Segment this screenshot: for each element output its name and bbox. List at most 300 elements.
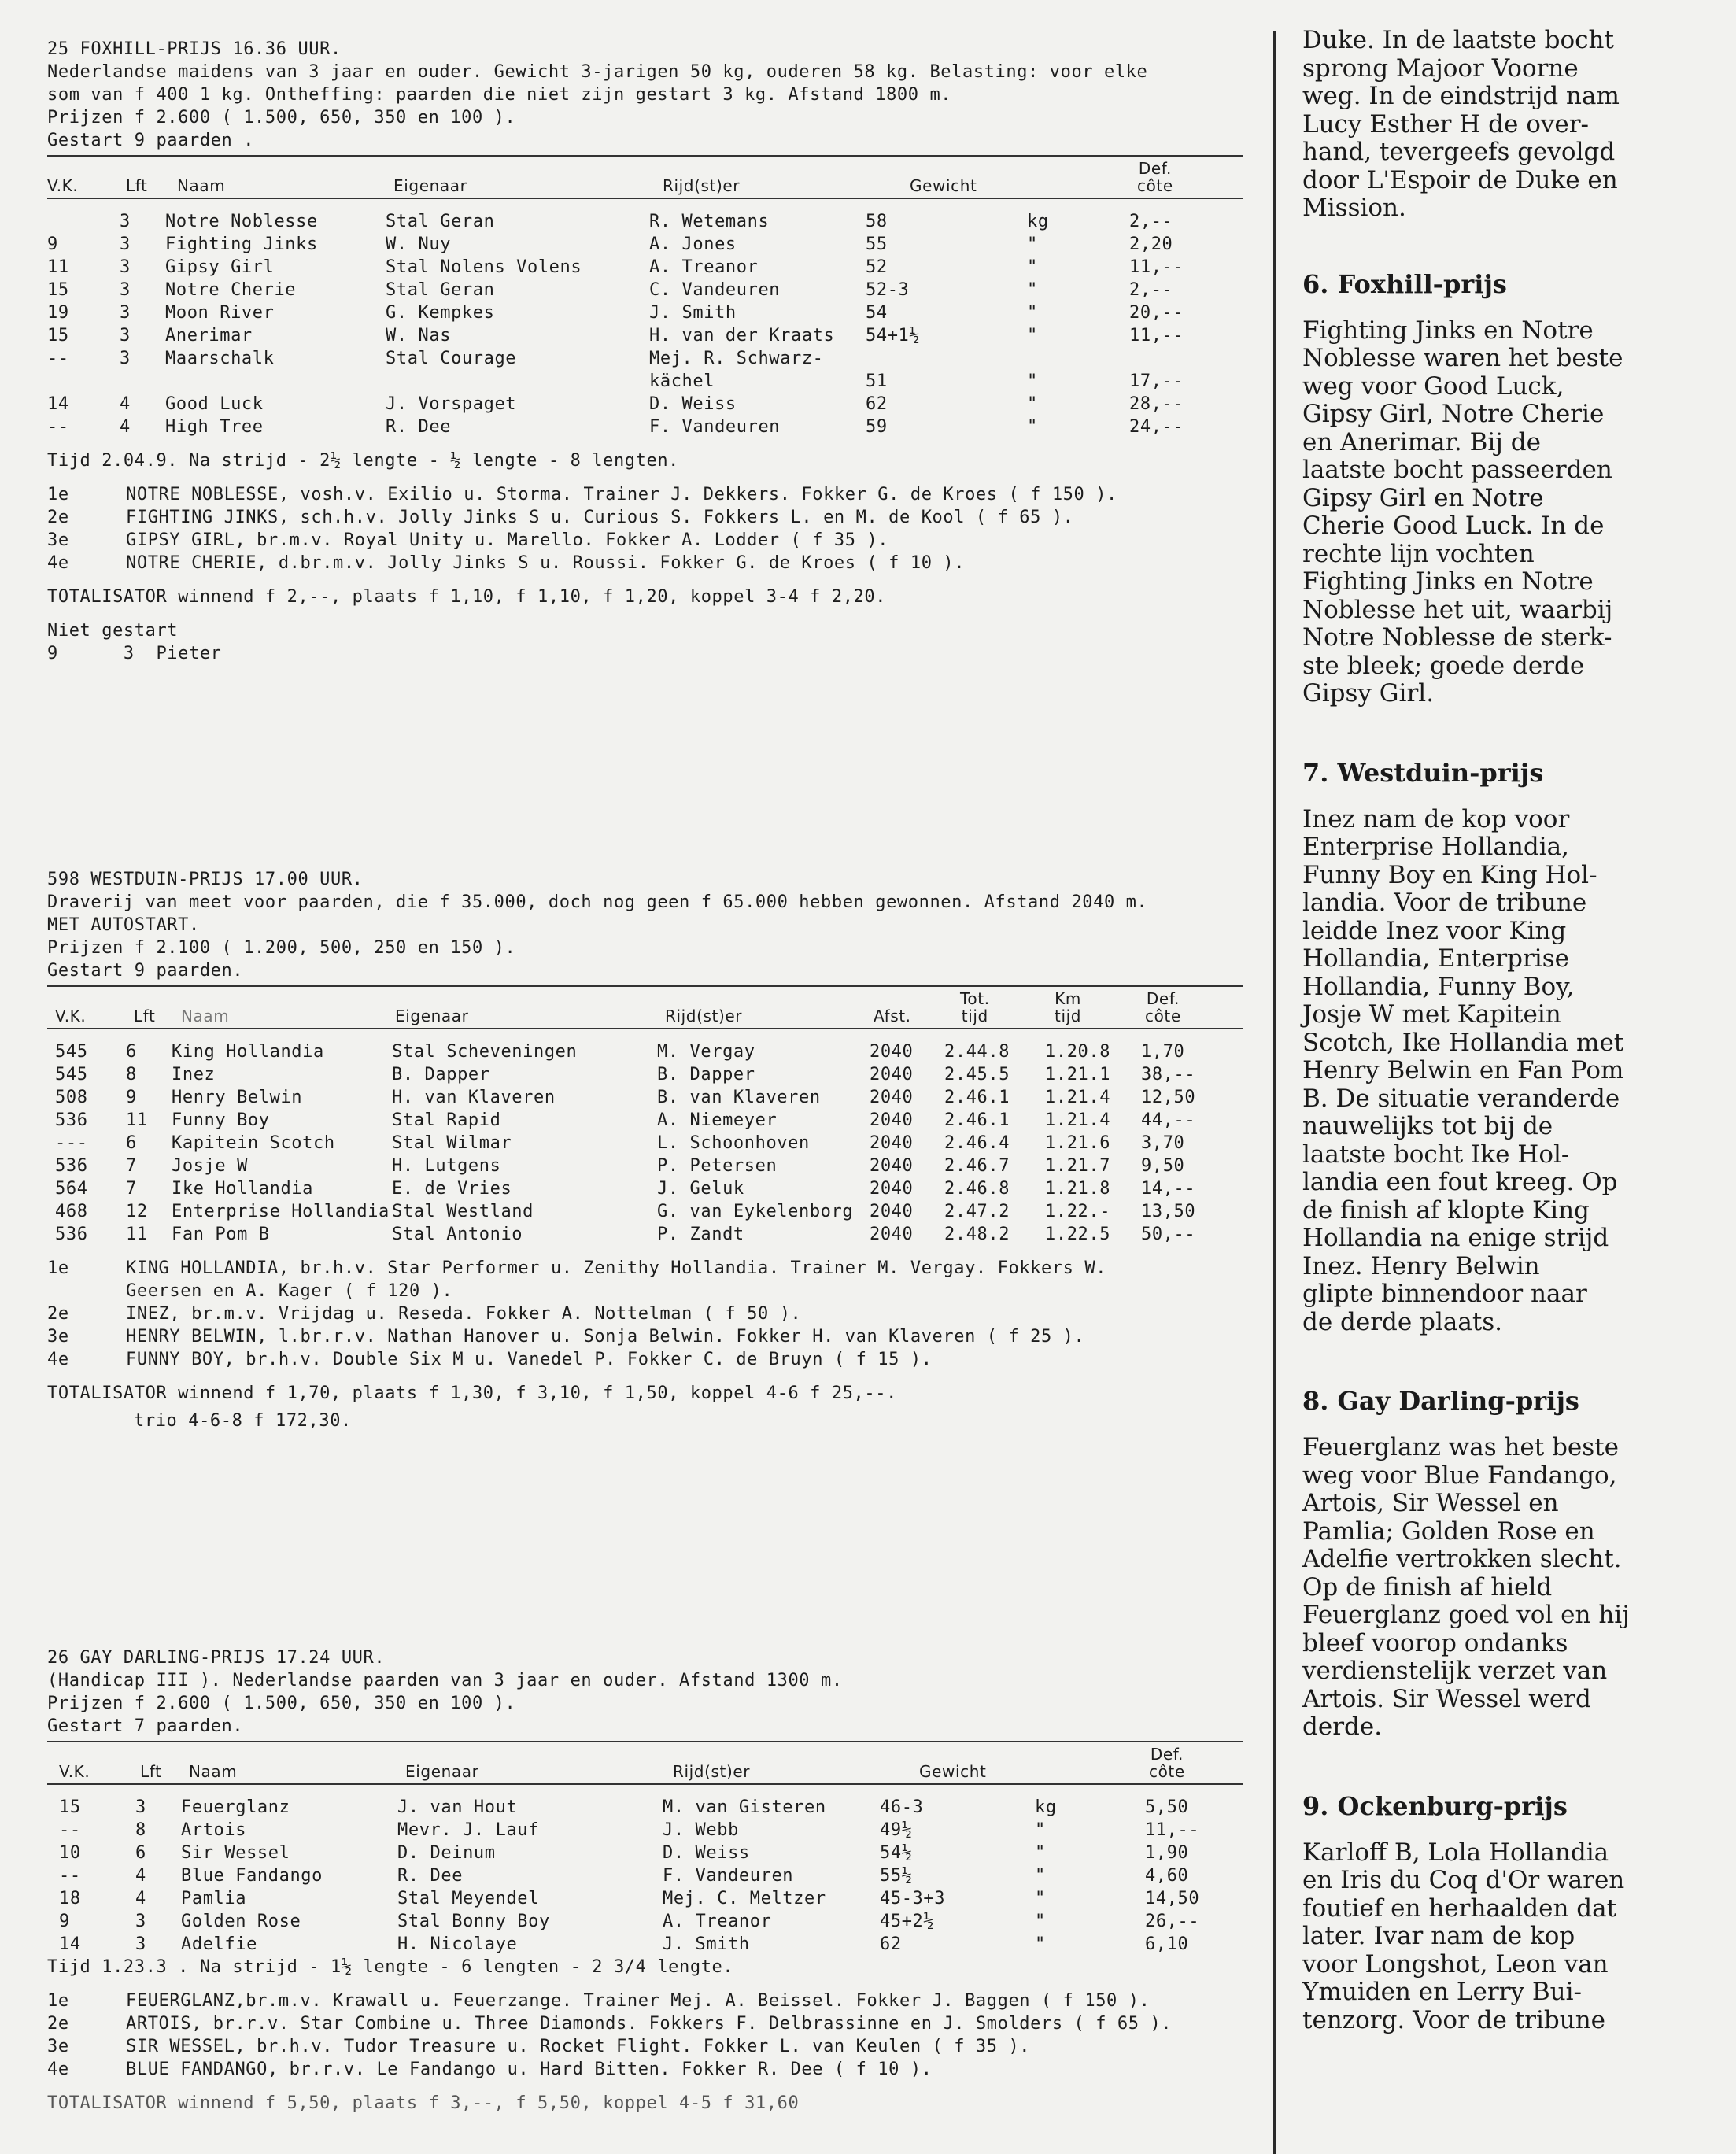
result-row [47, 2012, 1243, 2035]
cell-naam: Enterprise Hollandia [172, 1202, 390, 1221]
cell-naam: Golden Rose [181, 1912, 301, 1931]
cell-unit: kg [1035, 1797, 1057, 1817]
commentary-line: glipte binnendoor naar [1302, 1280, 1587, 1308]
commentary-line: landia een fout kreeg. Op [1302, 1168, 1618, 1196]
cell-lft: 8 [135, 1820, 146, 1840]
cell-eigenaar: J. Vorspaget [386, 394, 517, 414]
cell-afst: 2040 [870, 1042, 914, 1062]
table-row [47, 1109, 1243, 1132]
commentary-line: Hollandia, Funny Boy, [1302, 972, 1575, 1001]
result-place: 1e [47, 1258, 69, 1278]
cell-rijder: J. Geluk [657, 1179, 744, 1199]
table-row [47, 324, 1243, 347]
cell-afst: 2040 [870, 1156, 914, 1176]
commentary-line: Cherie Good Luck. In de [1302, 512, 1605, 540]
result-place: 4e [47, 553, 69, 573]
result-place: 2e [47, 1304, 69, 1324]
commentary-line: rechte lijn vochten [1302, 539, 1535, 568]
result-text: FUNNY BOY, br.h.v. Double Six M u. Vanedel P. Fokker C. de Bruyn ( f 15 ). [126, 1350, 933, 1369]
commentary-line: verdienstelijk verzet van [1302, 1657, 1608, 1685]
cell-km-tijd: 1.21.1 [1045, 1065, 1111, 1084]
header-line: som van f 400 1 kg. Ontheffing: paarden die niet zijn gestart 3 kg. Afstand 1800 m. [47, 85, 952, 105]
cell-vk: 9 [59, 1912, 70, 1931]
cell-naam: Sir Wessel [181, 1843, 290, 1863]
cell-gewicht: 49½ [880, 1820, 913, 1840]
table-row [47, 347, 1243, 370]
col-vk: V.K. [59, 1762, 90, 1781]
commentary-line: de finish af klopte King [1302, 1195, 1590, 1225]
col-cote: Def. côte [1137, 159, 1173, 195]
commentary-line: tenzorg. Voor de tribune [1302, 2005, 1606, 2034]
cell-rijder: Mej. C. Meltzer [663, 1889, 826, 1908]
commentary-line: Ymuiden en Lerry Bui- [1302, 1978, 1582, 2006]
header-line: 598 WESTDUIN-PRIJS 17.00 UUR. [47, 870, 364, 889]
cell-cote: 12,50 [1141, 1088, 1196, 1107]
cell-cote: 14,-- [1141, 1179, 1196, 1199]
cell-naam: Gipsy Girl [165, 257, 275, 277]
commentary-line: Josje W met Kapitein [1302, 1000, 1561, 1029]
result-row [47, 1257, 1243, 1280]
cell-rijder: F. Vandeuren [649, 417, 781, 437]
commentary-line: bleef voorop ondanks [1302, 1628, 1568, 1657]
cell-cote: 9,50 [1141, 1156, 1185, 1176]
cell-unit: " [1035, 1889, 1046, 1908]
cell-tot-tijd: 2.47.2 [944, 1202, 1010, 1221]
col-lft: Lft [140, 1762, 162, 1781]
cell-cote: 28,-- [1129, 394, 1184, 414]
result-row [47, 2035, 1243, 2058]
cell-lft: 6 [126, 1042, 137, 1062]
result-place: 2e [47, 2014, 69, 2034]
commentary-line: voor Longshot, Leon van [1302, 1949, 1609, 1979]
cell-cote: 11,-- [1129, 326, 1184, 345]
result-text: ARTOIS, br.r.v. Star Combine u. Three Diamonds. Fokkers F. Delbrassinne en J. Smolders ( f 65 ). [126, 2014, 1173, 2034]
cell-naam: Adelfie [181, 1934, 257, 1954]
cell-lft: 6 [126, 1133, 137, 1153]
cell-cote: 24,-- [1129, 417, 1184, 437]
cell-rijder: R. Wetemans [649, 212, 770, 231]
table-row [47, 233, 1243, 256]
race-time: Tijd 1.23.3 . Na strijd - 1½ lengte - 6 lengten - 2 3/4 lengte. [47, 1957, 734, 1977]
header-line: Prijzen f 2.600 ( 1.500, 650, 350 en 100 ). [47, 108, 516, 127]
result-text: HENRY BELWIN, l.br.r.v. Nathan Hanover u. Sonja Belwin. Fokker H. van Klaveren ( f 25 ). [126, 1327, 1085, 1347]
col-km-tijd: Km tijd [1055, 989, 1082, 1025]
header-line: MET AUTOSTART. [47, 915, 200, 935]
commentary-line: Gipsy Girl. [1302, 679, 1435, 708]
result-row [47, 1325, 1243, 1348]
heading-gap [1302, 1417, 1712, 1434]
cell-afst: 2040 [870, 1110, 914, 1130]
race-table [47, 1796, 1243, 1956]
table-row [47, 301, 1243, 324]
cell-unit: " [1035, 1843, 1046, 1863]
cell-eigenaar: D. Deinum [397, 1843, 496, 1863]
cell-lft: 4 [135, 1889, 146, 1908]
cell-naam: Kapitein Scotch [172, 1133, 335, 1153]
cell-cote: 2,-- [1129, 280, 1173, 300]
cell-cote: 11,-- [1145, 1820, 1200, 1840]
cell-rijder: B. van Klaveren [657, 1088, 821, 1107]
result-row [47, 552, 1243, 575]
commentary-line: Mission. [1302, 194, 1406, 222]
cell-vk: --- [55, 1133, 88, 1153]
cell-lft: 12 [126, 1202, 148, 1221]
col-naam: Naam [177, 176, 226, 195]
commentary-line: Artois. Sir Wessel werd [1302, 1684, 1591, 1713]
cell-rijder: P. Petersen [657, 1156, 778, 1176]
heading-gap [1302, 300, 1712, 317]
cell-eigenaar: Stal Nolens Volens [386, 257, 582, 277]
result-row [47, 529, 1243, 552]
commentary-line: Hollandia, Enterprise [1302, 944, 1569, 973]
commentary-line: Op de finish af hield [1302, 1572, 1553, 1602]
cell-cote: 2,-- [1129, 212, 1173, 231]
commentary-line: laatste bocht Ike Hol- [1302, 1140, 1570, 1169]
cell-naam: Maarschalk [165, 349, 275, 368]
cell-vk: 536 [55, 1110, 88, 1130]
cell-gewicht: 52 [866, 257, 888, 277]
cell-lft: 11 [126, 1110, 148, 1130]
cell-naam: Notre Noblesse [165, 212, 318, 231]
cell-eigenaar: H. Nicolaye [397, 1934, 518, 1954]
table-row [47, 1933, 1243, 1956]
cell-vk: 15 [47, 326, 69, 345]
table-row [47, 1177, 1243, 1200]
commentary-line: B. De situatie veranderde [1302, 1084, 1620, 1113]
cell-vk: -- [59, 1820, 81, 1840]
table-row [47, 393, 1243, 416]
commentary-line: weg voor Good Luck, [1302, 371, 1564, 401]
cell-cote: 17,-- [1129, 371, 1184, 391]
col-lft: Lft [134, 1007, 156, 1025]
cell-eigenaar: W. Nas [386, 326, 452, 345]
commentary-line: door L'Espoir de Duke en [1302, 165, 1618, 194]
result-text: KING HOLLANDIA, br.h.v. Star Performer u. Zenithy Hollandia. Trainer M. Vergay. Fokkers W. [126, 1258, 1107, 1278]
cell-eigenaar: Stal Westland [392, 1202, 534, 1221]
cell-cote: 6,10 [1145, 1934, 1189, 1954]
result-text: INEZ, br.m.v. Vrijdag u. Reseda. Fokker A. Nottelman ( f 50 ). [126, 1304, 802, 1324]
cell-gewicht: 54½ [880, 1843, 913, 1863]
header-line: Gestart 9 paarden . [47, 131, 255, 150]
commentary-line: Funny Boy en King Hol- [1302, 860, 1597, 889]
result-text: FIGHTING JINKS, sch.h.v. Jolly Jinks S u. Curious S. Fokkers L. en M. de Kool ( f 65 ). [126, 508, 1074, 527]
cell-gewicht: 55 [866, 235, 888, 254]
cell-rijder: M. van Gisteren [663, 1797, 826, 1817]
race-gay-darling [47, 1646, 1243, 2115]
commentary-intro [1302, 27, 1712, 223]
heading-gap [1302, 1822, 1712, 1839]
cell-cote: 14,50 [1145, 1889, 1200, 1908]
cell-unit: " [1027, 280, 1038, 300]
cell-cote: 5,50 [1145, 1797, 1189, 1817]
cell-afst: 2040 [870, 1065, 914, 1084]
cell-vk: 19 [47, 303, 69, 323]
cell-tot-tijd: 2.44.8 [944, 1042, 1010, 1062]
col-lft: Lft [126, 176, 148, 195]
cell-vk: 468 [55, 1202, 88, 1221]
commentary-heading: 7. Westduin-prijs [1302, 757, 1544, 788]
cell-lft: 7 [126, 1179, 137, 1199]
cell-rijder: G. van Eykelenborg [657, 1202, 854, 1221]
commentary-line: Lucy Esther H de over- [1302, 109, 1590, 139]
cell-cote: 1,70 [1141, 1042, 1185, 1062]
cell-rijder: P. Zandt [657, 1225, 744, 1244]
column-divider [1273, 31, 1276, 2154]
commentary-paragraph [1302, 1434, 1712, 1742]
niet-gestart: 9 3 Pieter [47, 644, 222, 663]
cell-eigenaar: Stal Geran [386, 280, 495, 300]
cell-afst: 2040 [870, 1202, 914, 1221]
result-text: SIR WESSEL, br.h.v. Tudor Treasure u. Rocket Flight. Fokker L. van Keulen ( f 35 ). [126, 2037, 1031, 2056]
commentary-line: Hollandia na enige strijd [1302, 1224, 1609, 1252]
race-table [47, 210, 1243, 438]
cell-vk: 10 [59, 1843, 81, 1863]
cell-cote: 3,70 [1141, 1133, 1185, 1153]
cell-gewicht: 51 [866, 371, 888, 391]
commentary-line: Notre Noblesse de sterk- [1302, 623, 1612, 652]
cell-unit: " [1027, 235, 1038, 254]
commentary-line: leidde Inez voor King [1302, 916, 1567, 945]
cell-km-tijd: 1.21.8 [1045, 1179, 1111, 1199]
result-place: 1e [47, 1991, 69, 2011]
cell-gewicht: 59 [866, 417, 888, 437]
cell-unit: kg [1027, 212, 1049, 231]
totalisator: TOTALISATOR winnend f 2,--, plaats f 1,10, f 1,10, f 1,20, koppel 3-4 f 2,20. [47, 587, 887, 607]
cell-eigenaar: H. van Klaveren [392, 1088, 556, 1107]
cell-vk: 508 [55, 1088, 88, 1107]
cell-eigenaar: Stal Meyendel [397, 1889, 539, 1908]
commentary-column [1302, 27, 1712, 2034]
cell-naam: Anerimar [165, 326, 253, 345]
result-text: NOTRE NOBLESSE, vosh.v. Exilio u. Storma. Trainer J. Dekkers. Fokker G. de Kroes ( f 150 ). [126, 485, 1117, 504]
header-line: 26 GAY DARLING-PRIJS 17.24 UUR. [47, 1648, 386, 1668]
commentary-line: Enterprise Hollandia, [1302, 833, 1569, 861]
table-header [47, 1741, 1243, 1785]
cell-naam: Artois [181, 1820, 247, 1840]
cell-rijder: M. Vergay [657, 1042, 755, 1062]
header-line: Nederlandse maidens van 3 jaar en ouder. Gewicht 3-jarigen 50 kg, ouderen 58 kg. Belasting: voor elke [47, 62, 1148, 82]
col-vk: V.K. [55, 1007, 87, 1025]
cell-cote: 38,-- [1141, 1065, 1196, 1084]
cell-naam: Good Luck [165, 394, 264, 414]
cell-lft: 3 [135, 1797, 146, 1817]
table-row [47, 1887, 1243, 1910]
cell-eigenaar: Stal Courage [386, 349, 517, 368]
niet-gestart-label: Niet gestart [47, 621, 179, 641]
cell-gewicht: 45+2½ [880, 1912, 935, 1931]
commentary-line: sprong Majoor Voorne [1302, 54, 1579, 83]
commentary-line: hand, tevergeefs gevolgd [1302, 138, 1616, 166]
cell-unit: " [1027, 257, 1038, 277]
totalisator: TOTALISATOR winnend f 1,70, plaats f 1,30, f 3,10, f 1,50, koppel 4-6 f 25,--. [47, 1384, 897, 1403]
race-results [47, 1990, 1243, 2081]
cell-naam: Moon River [165, 303, 275, 323]
commentary-line: foutief en herhaalden dat [1302, 1894, 1617, 1923]
header-line: Gestart 9 paarden. [47, 961, 244, 981]
cell-vk: 14 [59, 1934, 81, 1954]
header-line: Prijzen f 2.100 ( 1.200, 500, 250 en 150 ). [47, 938, 516, 958]
cell-cote: 13,50 [1141, 1202, 1196, 1221]
header-line: Draverij van meet voor paarden, die f 35.000, doch nog geen f 65.000 hebben gewonnen. Afstand 2040 m. [47, 892, 1148, 912]
cell-lft: 3 [120, 303, 131, 323]
cell-gewicht: 45-3+3 [880, 1889, 946, 1908]
table-row [47, 1040, 1243, 1063]
table-row [47, 1796, 1243, 1819]
commentary-line: ste bleek; goede derde [1302, 651, 1585, 680]
table-header [47, 155, 1243, 199]
cell-cote: 20,-- [1129, 303, 1184, 323]
cell-lft: 3 [120, 235, 131, 254]
cell-rijder: Mej. R. Schwarz- [649, 349, 824, 368]
commentary-line: Noblesse waren het beste [1302, 344, 1623, 372]
commentary-line: Karloff B, Lola Hollandia [1302, 1838, 1609, 1867]
cell-eigenaar: R. Dee [386, 417, 452, 437]
result-place: 3e [47, 2037, 69, 2056]
race-results [47, 483, 1243, 575]
cell-eigenaar: Stal Rapid [392, 1110, 501, 1130]
cell-eigenaar: Mevr. J. Lauf [397, 1820, 539, 1840]
table-row [47, 256, 1243, 279]
section-spacer [1302, 223, 1712, 268]
cell-rijder: F. Vandeuren [663, 1866, 794, 1886]
cell-km-tijd: 1.22.5 [1045, 1225, 1111, 1244]
cell-naam: Josje W [172, 1156, 248, 1176]
col-naam: Naam [189, 1762, 238, 1781]
cell-km-tijd: 1.21.6 [1045, 1133, 1111, 1153]
header-line: 25 FOXHILL-PRIJS 16.36 UUR. [47, 39, 342, 59]
table-row [47, 1864, 1243, 1887]
cell-lft: 3 [135, 1912, 146, 1931]
cell-rijder: A. Jones [649, 235, 737, 254]
cell-gewicht: 55½ [880, 1866, 913, 1886]
cell-rijder: J. Smith [663, 1934, 750, 1954]
cell-rijder: A. Treanor [663, 1912, 772, 1931]
commentary-line: Gipsy Girl, Notre Cherie [1302, 400, 1605, 428]
cell-vk: 9 [47, 235, 58, 254]
cell-lft: 4 [135, 1866, 146, 1886]
section-spacer [1302, 708, 1712, 757]
cell-km-tijd: 1.21.4 [1045, 1110, 1111, 1130]
commentary-line: en Iris du Coq d'Or waren [1302, 1866, 1625, 1894]
cell-cote: 2,20 [1129, 235, 1173, 254]
cell-vk: 536 [55, 1156, 88, 1176]
cell-gewicht: 54 [866, 303, 888, 323]
cell-lft: 7 [126, 1156, 137, 1176]
cell-naam: Pamlia [181, 1889, 247, 1908]
col-eigenaar: Eigenaar [393, 176, 467, 195]
heading-gap [1302, 789, 1712, 806]
cell-gewicht: 62 [866, 394, 888, 414]
table-row [47, 210, 1243, 233]
table-row [47, 1223, 1243, 1246]
cell-vk: 15 [59, 1797, 81, 1817]
cell-vk: 536 [55, 1225, 88, 1244]
table-row [47, 1910, 1243, 1933]
cell-unit: " [1035, 1912, 1046, 1931]
col-eigenaar: Eigenaar [395, 1007, 469, 1025]
cell-lft: 3 [120, 212, 131, 231]
commentary-line: weg. In de eindstrijd nam [1302, 82, 1620, 110]
commentary-paragraph [1302, 1839, 1712, 2035]
cell-eigenaar: J. van Hout [397, 1797, 518, 1817]
result-row [47, 2058, 1243, 2081]
race-westduin [47, 868, 1243, 1432]
cell-cote: 1,90 [1145, 1843, 1189, 1863]
cell-eigenaar: E. de Vries [392, 1179, 512, 1199]
cell-eigenaar: Stal Wilmar [392, 1133, 512, 1153]
cell-lft: 8 [126, 1065, 137, 1084]
cell-tot-tijd: 2.46.8 [944, 1179, 1010, 1199]
cell-gewicht: 62 [880, 1934, 902, 1954]
cell-unit: " [1027, 371, 1038, 391]
cell-km-tijd: 1.22.- [1045, 1202, 1111, 1221]
cell-vk: 11 [47, 257, 69, 277]
cell-tot-tijd: 2.46.1 [944, 1088, 1010, 1107]
commentary-line: Artois, Sir Wessel en [1302, 1489, 1559, 1517]
cell-eigenaar: B. Dapper [392, 1065, 490, 1084]
cell-cote: 26,-- [1145, 1912, 1200, 1931]
commentary-line: derde. [1302, 1712, 1383, 1741]
cell-afst: 2040 [870, 1179, 914, 1199]
table-row [47, 1819, 1243, 1842]
table-row [47, 1200, 1243, 1223]
cell-rijder: J. Webb [663, 1820, 739, 1840]
commentary-line: Noblesse het uit, waarbij [1302, 595, 1613, 624]
result-row [47, 483, 1243, 506]
cell-tot-tijd: 2.45.5 [944, 1065, 1010, 1084]
result-place: 2e [47, 508, 69, 527]
commentary-line: laatste bocht passeerden [1302, 456, 1612, 484]
table-row [47, 1086, 1243, 1109]
commentary-line: en Anerimar. Bij de [1302, 427, 1541, 456]
result-text: GIPSY GIRL, br.m.v. Royal Unity u. Marello. Fokker A. Lodder ( f 35 ). [126, 530, 889, 550]
col-tot-tijd: Tot. tijd [960, 989, 990, 1025]
commentary-line: Feuerglanz was het beste [1302, 1433, 1619, 1461]
cell-rijder: B. Dapper [657, 1065, 755, 1084]
section-spacer [1302, 1336, 1712, 1385]
cell-lft: 3 [135, 1934, 146, 1954]
result-text: Geersen en A. Kager ( f 120 ). [126, 1281, 453, 1301]
race-header [47, 1646, 1243, 1738]
cell-lft: 3 [120, 257, 131, 277]
col-rijder: Rijd(st)er [673, 1762, 751, 1781]
col-gewicht: Gewicht [919, 1762, 987, 1781]
cell-rijder: D. Weiss [649, 394, 737, 414]
cell-km-tijd: 1.20.8 [1045, 1042, 1111, 1062]
col-cote: Def. côte [1149, 1745, 1185, 1781]
table-row [47, 416, 1243, 438]
cell-vk: 545 [55, 1065, 88, 1084]
cell-afst: 2040 [870, 1133, 914, 1153]
col-afst: Afst. [874, 1007, 911, 1025]
col-vk: V.K. [47, 176, 79, 195]
cell-rijder: J. Smith [649, 303, 737, 323]
cell-unit: " [1027, 394, 1038, 414]
table-header [47, 985, 1243, 1029]
cell-cote: 44,-- [1141, 1110, 1196, 1130]
table-row [47, 1155, 1243, 1177]
result-text: NOTRE CHERIE, d.br.m.v. Jolly Jinks S u. Roussi. Fokker G. de Kroes ( f 10 ). [126, 553, 966, 573]
cell-lft: 3 [120, 326, 131, 345]
col-rijder: Rijd(st)er [665, 1007, 743, 1025]
race-time: Tijd 2.04.9. Na strijd - 2½ lengte - ½ lengte - 8 lengten. [47, 451, 680, 471]
cell-vk: 545 [55, 1042, 88, 1062]
cell-rijder: A. Niemeyer [657, 1110, 778, 1130]
result-row [47, 506, 1243, 529]
result-row [47, 1280, 1243, 1302]
result-place: 4e [47, 2060, 69, 2079]
cell-vk: 15 [47, 280, 69, 300]
